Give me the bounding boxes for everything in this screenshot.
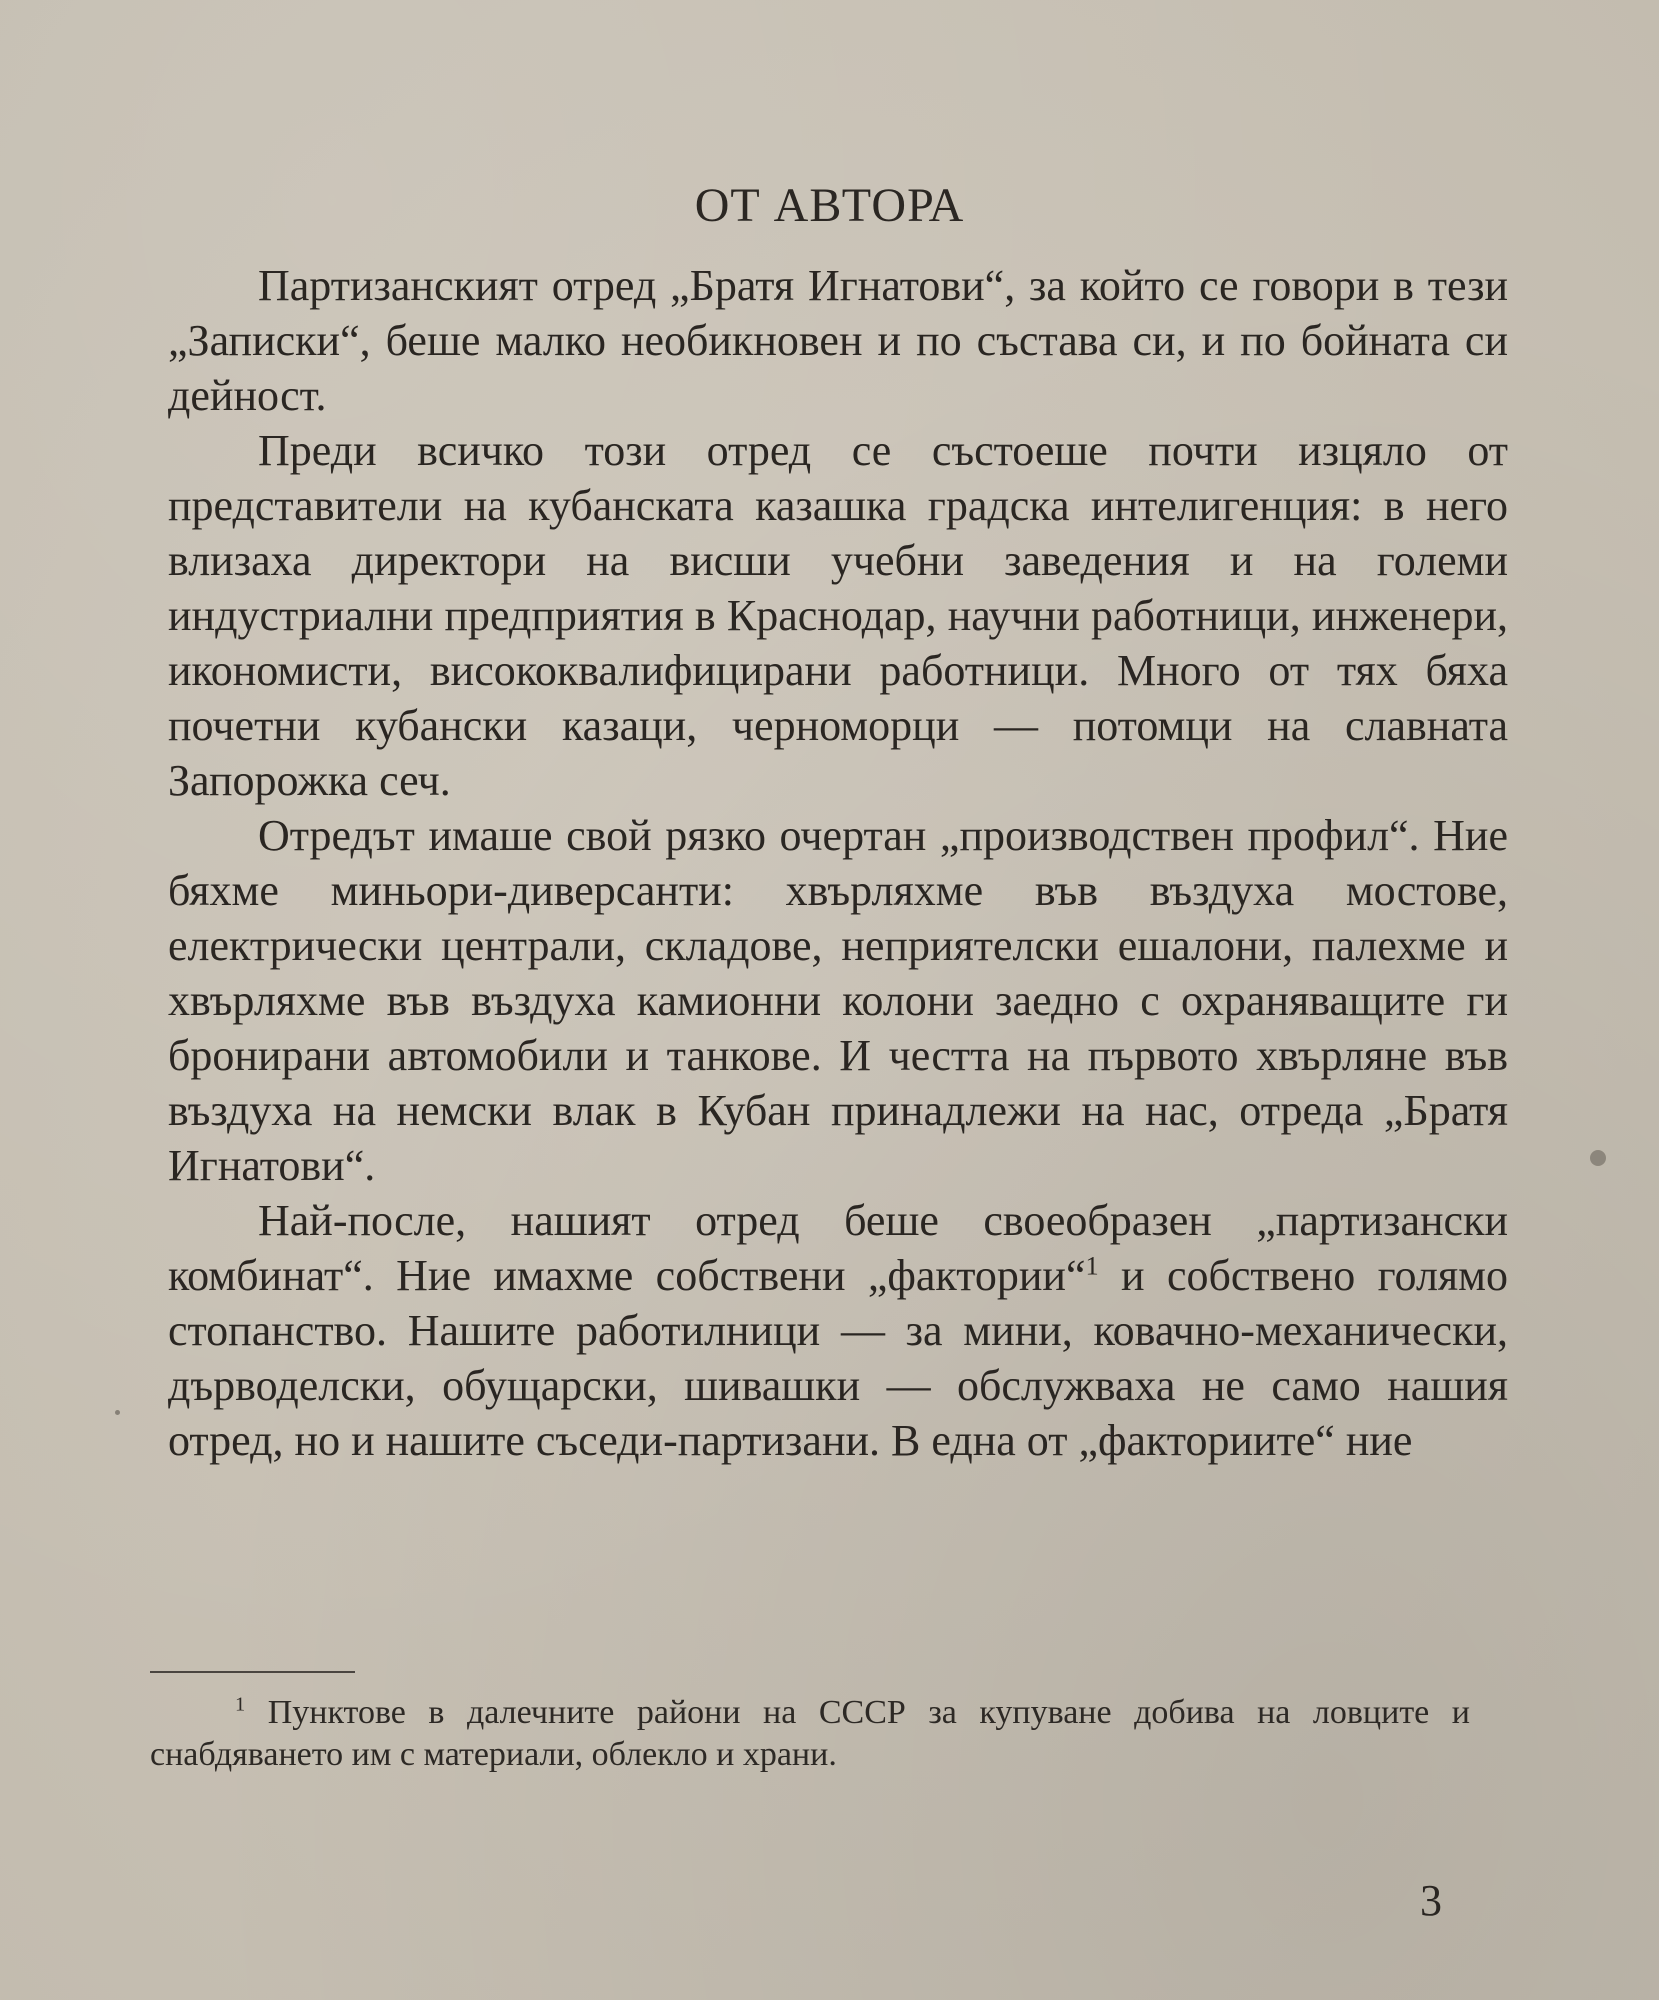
paragraph-4 — [168, 1193, 1508, 1468]
footnote-mark: 1 — [235, 1693, 246, 1716]
paragraph-2: Преди всичко този отред се състоеше почти изцяло от представители на кубанската казашка градска интелигенция: в него влизаха директори на висши учебни заведения и на големи индустриални предприятия в Краснодар, научни работници, инженери, икономисти, висококвалифицирани работници. Много от тях бяха почетни кубански казаци, черноморци — потомци на славната Запорожка сеч. — [168, 426, 1508, 805]
paper-spot — [1590, 1150, 1606, 1166]
footnote — [150, 1692, 1470, 1776]
page-number: 3 — [1420, 1876, 1442, 1925]
paragraph-4-text-end: и собствено голямо стопанство. Нашите работилници — за мини, ковачно-механически, дърводелски, обущарски, шивашки — обслужваха не само нашия отред, но и нашите съседи-партизани. В една от „факториите“ ние — [168, 1251, 1508, 1465]
paper-spot — [115, 1410, 120, 1415]
chapter-heading: ОТ АВТОРА — [694, 179, 965, 232]
body-text — [168, 258, 1508, 1468]
footnote-text: Пунктове в далечните райони на СССР за купуване добива на ловците и снабдяването им с материали, облекло и храни. — [150, 1694, 1470, 1773]
paragraph-4-text-start: Най-после, нашият отред беше своеобразен „партизански комбинат“. Ние имахме собствени „фактории“ — [168, 1196, 1508, 1300]
footnote-separator — [150, 1671, 355, 1673]
footnote-reference: 1 — [1085, 1250, 1099, 1281]
paragraph-1: Партизанският отред „Братя Игнатови“, за който се говори в тези „Записки“, беше малко необикновен и по състава си, и по бойната си дейност. — [168, 261, 1508, 420]
paragraph-3: Отредът имаше свой рязко очертан „производствен профил“. Ние бяхме миньори-диверсанти: хвърляхме във въздуха мостове, електрически централи, складове, неприятелски ешалони, палехме и хвърляхме във въздуха камионни колони заедно с охраняващите ги бронирани автомобили и танкове. И честта на първото хвърляне във въздуха на немски влак в Кубан принадлежи на нас, отреда „Братя Игнатови“. — [168, 811, 1508, 1190]
